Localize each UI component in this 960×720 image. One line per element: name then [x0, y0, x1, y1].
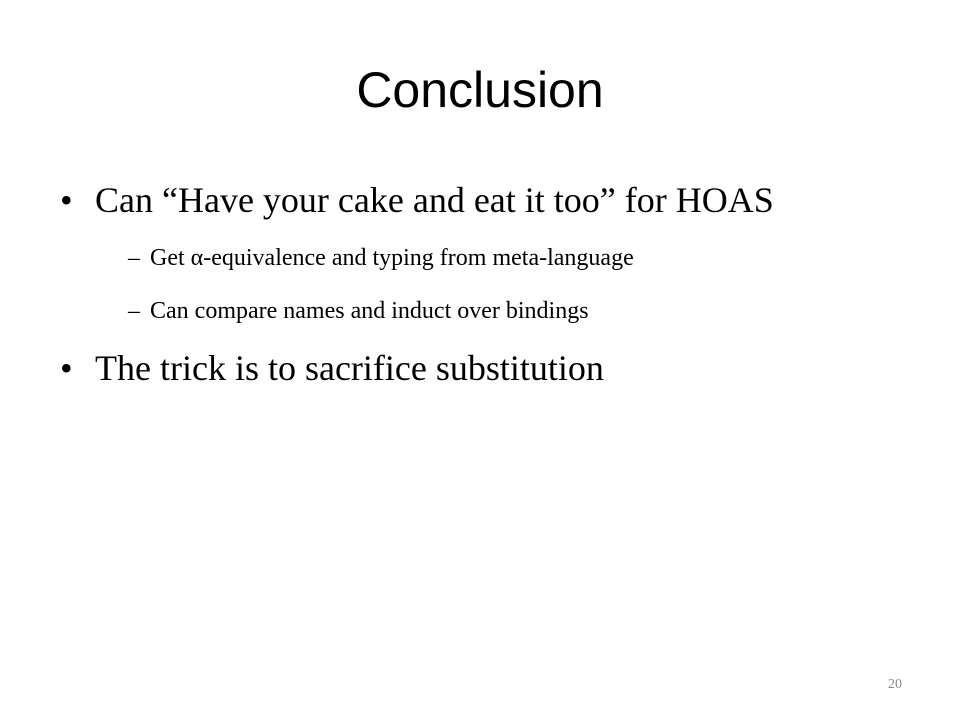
- slide-page-number: 20: [888, 677, 902, 692]
- bullet-marker: •: [60, 180, 73, 220]
- subbullet-item-alpha-equivalence: [128, 242, 634, 274]
- slide-title: Conclusion: [356, 62, 604, 118]
- bullet-text: Can “Have your cake and eat it too” for HOAS: [95, 180, 774, 220]
- bullet-item-sacrifice-substitution: [60, 346, 604, 390]
- dash-marker: –: [128, 298, 140, 324]
- bullet-item-have-your-cake: [60, 178, 774, 222]
- subbullet-item-compare-names: [128, 295, 589, 327]
- bullet-text: The trick is to sacrifice substitution: [95, 348, 604, 388]
- bullet-marker: •: [60, 348, 73, 388]
- dash-marker: –: [128, 245, 140, 271]
- subbullet-text: Can compare names and induct over bindings: [150, 298, 589, 324]
- subbullet-text: Get α-equivalence and typing from meta-language: [150, 245, 634, 271]
